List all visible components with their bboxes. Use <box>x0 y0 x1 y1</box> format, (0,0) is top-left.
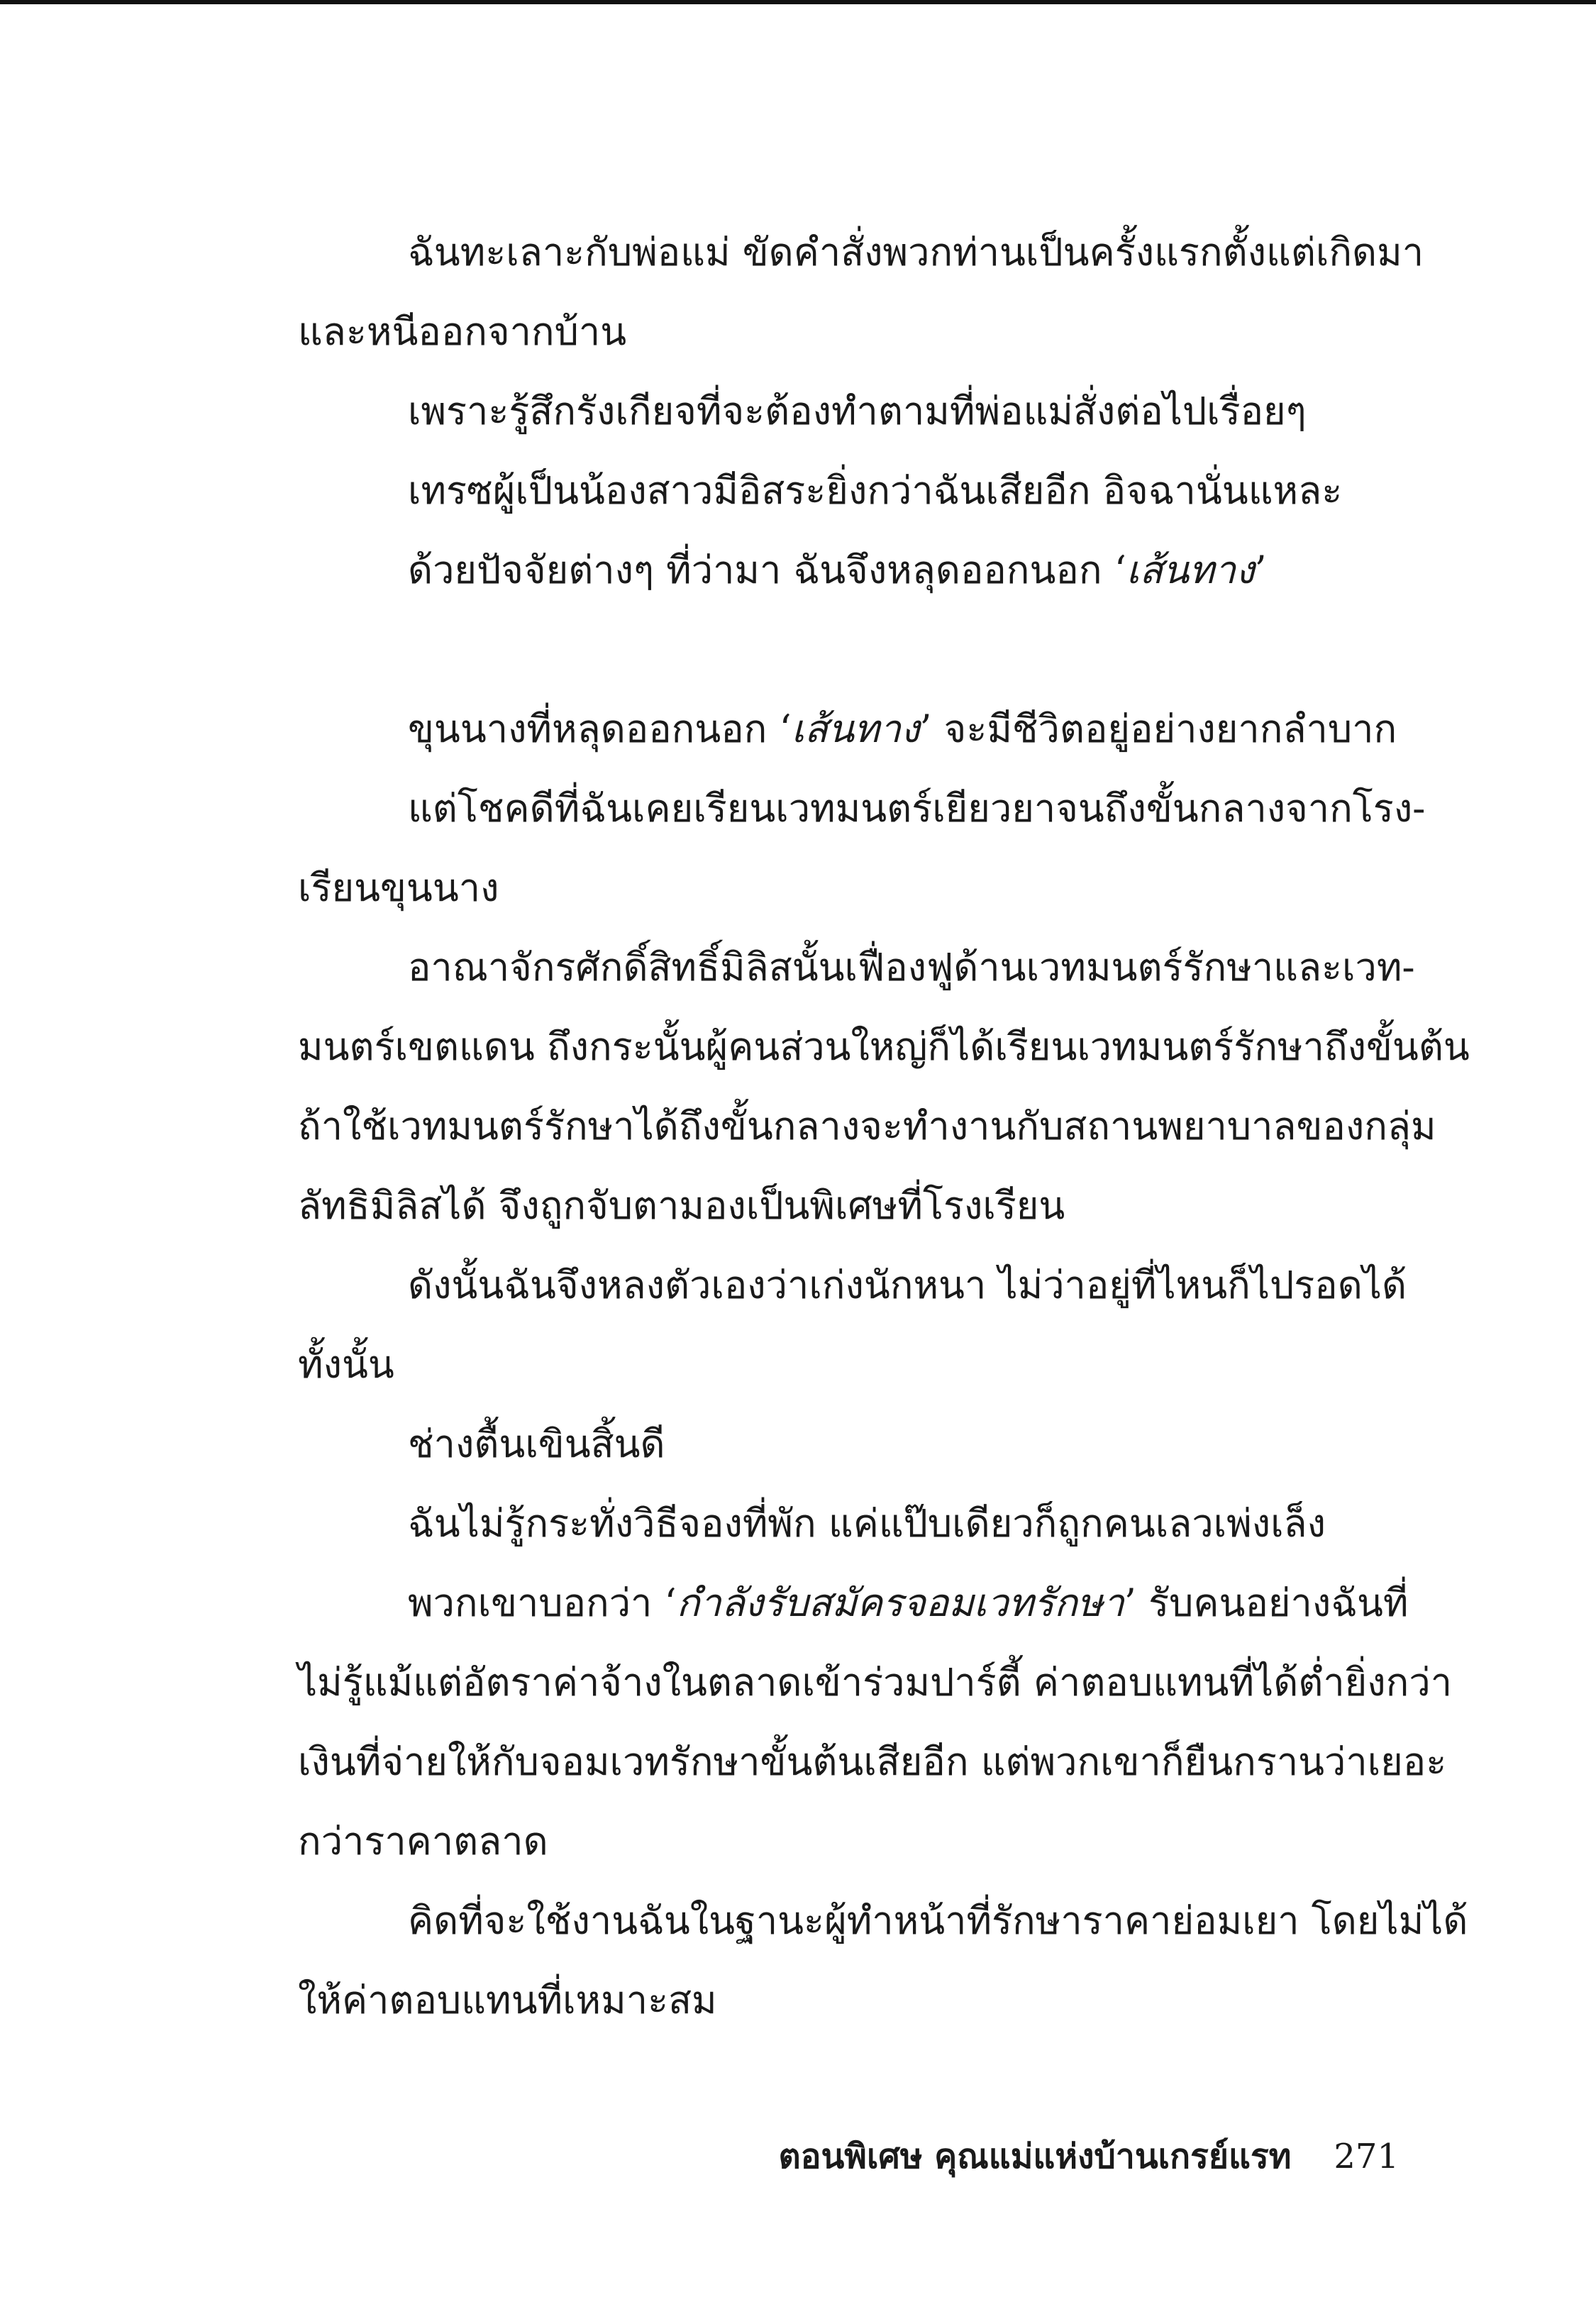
text-line: มนตร์เขตแดน ถึงกระนั้นผู้คนส่วนใหญ่ก็ได้เรียนเวทมนตร์รักษาถึงขั้นต้น <box>298 1024 1470 1069</box>
text-segment: ’ รับคนอย่างฉันที่ <box>1124 1581 1409 1625</box>
text-line: อาณาจักรศักดิ์สิทธิ์มิลิสนั้นเฟื่องฟูด้านเวทมนตร์รักษาและเวท- <box>408 945 1415 990</box>
text-segment: ขุนนางที่หลุดออกนอก ‘ <box>408 707 792 751</box>
text-line: ไม่รู้แม้แต่อัตราค่าจ้างในตลาดเข้าร่วมปาร์ตี้ ค่าตอบแทนที่ได้ต่ำยิ่งกว่า <box>298 1660 1453 1705</box>
paragraph <box>298 690 1399 769</box>
text-line <box>298 1563 1409 1643</box>
text-segment: ด้วยปัจจัยต่างๆ ที่ว่ามา ฉันจึงหลุดออกนอก ‘ <box>408 548 1126 592</box>
paragraph <box>298 769 1426 928</box>
text-line: ถ้าใช้เวทมนตร์รักษาได้ถึงขั้นกลางจะทำงานกับสถานพยาบาลของกลุ่ม <box>298 1104 1436 1148</box>
paragraph <box>298 1246 1407 1405</box>
text-line: แต่โชคดีที่ฉันเคยเรียนเวทมนตร์เยียวยาจนถึงขั้นกลางจากโรง- <box>408 786 1426 831</box>
paragraph <box>298 928 1470 1246</box>
running-footer <box>298 2128 1399 2185</box>
paragraph <box>298 213 1424 372</box>
text-line: เงินที่จ่ายให้กับจอมเวทรักษาขั้นต้นเสียอีก แต่พวกเขาก็ยืนกรานว่าเยอะ <box>298 1739 1447 1784</box>
chapter-title: ตอนพิเศษ คุณแม่แห่งบ้านเกรย์แรท <box>778 2137 1292 2176</box>
paragraph <box>298 1484 1399 1563</box>
page-body-text <box>298 213 1470 2040</box>
emphasized-phrase: กำลังรับสมัครจอมเวทรักษา <box>676 1581 1124 1625</box>
text-line: ช่างตื้นเขินสิ้นดี <box>408 1422 665 1466</box>
text-line: คิดที่จะใช้งานฉันในฐานะผู้ทำหน้าที่รักษาราคาย่อมเยา โดยไม่ได้ <box>408 1898 1468 1943</box>
paragraph <box>298 451 1399 531</box>
text-line <box>298 690 1399 769</box>
paragraph <box>298 1563 1453 1881</box>
paragraph <box>298 372 1399 451</box>
text-line: ดังนั้นฉันจึงหลงตัวเองว่าเก่งนักหนา ไม่ว่าอยู่ที่ไหนก็ไปรอดได้ <box>408 1263 1407 1307</box>
page-number: 271 <box>1334 2137 1399 2176</box>
text-line <box>298 531 1399 610</box>
text-segment: ’ <box>1254 548 1267 592</box>
top-border-rule <box>0 0 1596 4</box>
text-line: ฉันทะเลาะกับพ่อแม่ ขัดคำสั่งพวกท่านเป็นครั้งแรกตั้งแต่เกิดมา <box>408 230 1424 275</box>
text-line: ทั้งนั้น <box>298 1342 394 1387</box>
section-break <box>298 610 1399 690</box>
text-segment: พวกเขาบอกว่า ‘ <box>408 1581 677 1625</box>
text-line: เทรซผู้เป็นน้องสาวมีอิสระยิ่งกว่าฉันเสียอีก อิจฉานั่นแหละ <box>408 468 1343 513</box>
paragraph <box>298 1881 1468 2040</box>
text-line: กว่าราคาตลาด <box>298 1819 548 1864</box>
text-line: เรียนขุนนาง <box>298 865 499 910</box>
text-line: และหนีออกจากบ้าน <box>298 309 627 354</box>
paragraph <box>298 1405 1399 1484</box>
emphasized-word: เส้นทาง <box>791 707 920 751</box>
text-line: เพราะรู้สึกรังเกียจที่จะต้องทำตามที่พ่อแม่สั่งต่อไปเรื่อยๆ <box>408 389 1307 433</box>
text-line: ฉันไม่รู้กระทั่งวิธีจองที่พัก แค่แป๊บเดียวก็ถูกคนเลวเพ่งเล็ง <box>408 1501 1326 1546</box>
emphasized-word: เส้นทาง <box>1126 548 1255 592</box>
text-line: ลัทธิมิลิสได้ จึงถูกจับตามองเป็นพิเศษที่โรงเรียน <box>298 1183 1065 1228</box>
text-line: ให้ค่าตอบแทนที่เหมาะสม <box>298 1978 717 2022</box>
text-segment: ’ จะมีชีวิตอยู่อย่างยากลำบาก <box>919 707 1397 751</box>
paragraph <box>298 531 1399 610</box>
